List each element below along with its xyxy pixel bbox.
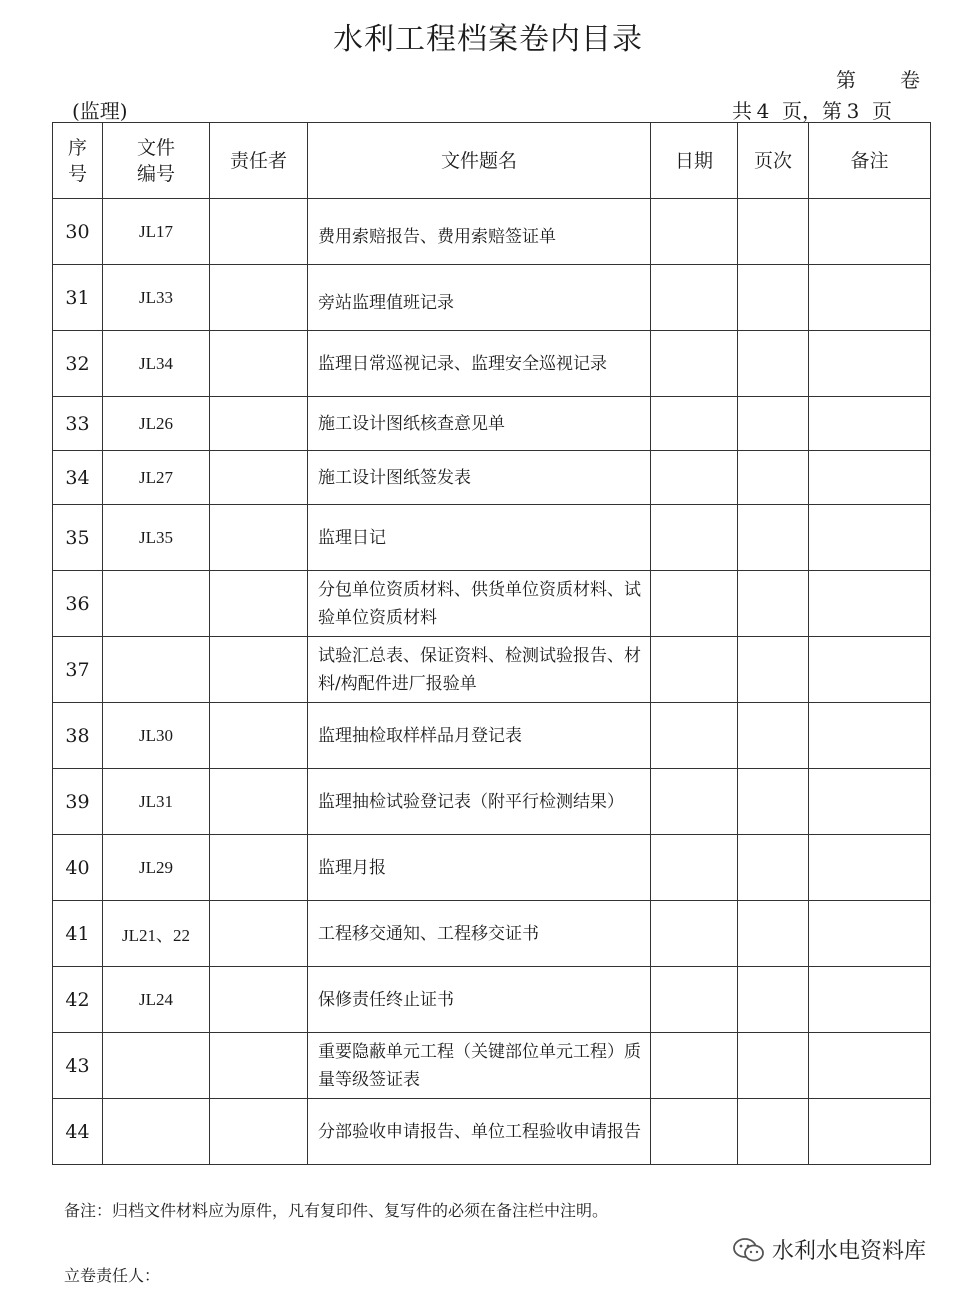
table-row bbox=[53, 703, 931, 769]
row-name: 工程移交通知、工程移交证书 bbox=[308, 901, 651, 967]
row-page bbox=[738, 199, 809, 265]
table-row bbox=[53, 637, 931, 703]
row-page bbox=[738, 835, 809, 901]
row-owner bbox=[210, 637, 308, 703]
row-page bbox=[738, 637, 809, 703]
row-code bbox=[103, 571, 210, 637]
row-owner bbox=[210, 451, 308, 505]
row-seq: 32 bbox=[53, 331, 103, 397]
table-row bbox=[53, 505, 931, 571]
remark-note: 备注：归档文件材料应为原件，凡有复印件、复写件的必须在备注栏中注明。 bbox=[64, 1201, 609, 1220]
row-name: 监理日记 bbox=[308, 505, 651, 571]
table-row bbox=[53, 265, 931, 331]
row-name: 分包单位资质材料、供货单位资质材料、试验单位资质材料 bbox=[308, 571, 651, 637]
catalog-table bbox=[52, 122, 931, 1165]
row-date bbox=[651, 451, 738, 505]
row-seq: 35 bbox=[53, 505, 103, 571]
row-seq: 36 bbox=[53, 571, 103, 637]
row-note bbox=[809, 769, 931, 835]
row-name: 试验汇总表、保证资料、检测试验报告、材料/构配件进厂报验单 bbox=[308, 637, 651, 703]
header-date: 日期 bbox=[651, 123, 738, 199]
row-note bbox=[809, 397, 931, 451]
row-date bbox=[651, 901, 738, 967]
row-note bbox=[809, 265, 931, 331]
row-owner bbox=[210, 265, 308, 331]
row-owner bbox=[210, 397, 308, 451]
table-row bbox=[53, 451, 931, 505]
row-code: JL26 bbox=[103, 397, 210, 451]
table-row bbox=[53, 1099, 931, 1165]
row-name: 监理抽检试验登记表（附平行检测结果） bbox=[308, 769, 651, 835]
row-seq: 31 bbox=[53, 265, 103, 331]
row-note bbox=[809, 1099, 931, 1165]
page-count: 共 4 页，第 3 页 bbox=[732, 99, 892, 123]
row-owner bbox=[210, 769, 308, 835]
row-date bbox=[651, 505, 738, 571]
row-note bbox=[809, 637, 931, 703]
row-code: JL34 bbox=[103, 331, 210, 397]
row-seq: 41 bbox=[53, 901, 103, 967]
row-owner bbox=[210, 967, 308, 1033]
table-row bbox=[53, 769, 931, 835]
row-page bbox=[738, 703, 809, 769]
row-name: 施工设计图纸核查意见单 bbox=[308, 397, 651, 451]
row-page bbox=[738, 397, 809, 451]
maker-label: 立卷责任人： bbox=[64, 1266, 161, 1285]
row-note bbox=[809, 199, 931, 265]
row-owner bbox=[210, 505, 308, 571]
row-owner bbox=[210, 199, 308, 265]
row-page bbox=[738, 967, 809, 1033]
row-name: 保修责任终止证书 bbox=[308, 967, 651, 1033]
header-seq: 序 号 bbox=[53, 123, 103, 199]
table-row bbox=[53, 571, 931, 637]
table-row bbox=[53, 967, 931, 1033]
table-header-row bbox=[53, 123, 931, 199]
table-row bbox=[53, 397, 931, 451]
row-date bbox=[651, 571, 738, 637]
row-note bbox=[809, 331, 931, 397]
wechat-icon bbox=[732, 1237, 766, 1263]
row-seq: 39 bbox=[53, 769, 103, 835]
row-seq: 34 bbox=[53, 451, 103, 505]
row-seq: 33 bbox=[53, 397, 103, 451]
header-page: 页次 bbox=[738, 123, 809, 199]
row-page bbox=[738, 901, 809, 967]
table-row bbox=[53, 835, 931, 901]
row-seq: 30 bbox=[53, 199, 103, 265]
row-name: 监理月报 bbox=[308, 835, 651, 901]
row-code: JL24 bbox=[103, 967, 210, 1033]
row-date bbox=[651, 835, 738, 901]
row-owner bbox=[210, 835, 308, 901]
row-date bbox=[651, 1099, 738, 1165]
row-note bbox=[809, 967, 931, 1033]
row-owner bbox=[210, 1099, 308, 1165]
row-note bbox=[809, 901, 931, 967]
row-code: JL35 bbox=[103, 505, 210, 571]
table-row bbox=[53, 1033, 931, 1099]
row-code: JL31 bbox=[103, 769, 210, 835]
row-owner bbox=[210, 1033, 308, 1099]
header-code: 文件 编号 bbox=[103, 123, 210, 199]
row-seq: 42 bbox=[53, 967, 103, 1033]
row-code: JL27 bbox=[103, 451, 210, 505]
row-seq: 38 bbox=[53, 703, 103, 769]
row-note bbox=[809, 451, 931, 505]
row-date bbox=[651, 703, 738, 769]
row-page bbox=[738, 265, 809, 331]
row-note bbox=[809, 571, 931, 637]
row-owner bbox=[210, 703, 308, 769]
row-date bbox=[651, 397, 738, 451]
row-code: JL17 bbox=[103, 199, 210, 265]
row-code: JL21、22 bbox=[103, 901, 210, 967]
header-note: 备注 bbox=[809, 123, 931, 199]
row-page bbox=[738, 769, 809, 835]
row-note bbox=[809, 1033, 931, 1099]
row-name: 施工设计图纸签发表 bbox=[308, 451, 651, 505]
header-owner: 责任者 bbox=[210, 123, 308, 199]
row-name: 监理抽检取样样品月登记表 bbox=[308, 703, 651, 769]
row-seq: 44 bbox=[53, 1099, 103, 1165]
row-date bbox=[651, 331, 738, 397]
row-date bbox=[651, 199, 738, 265]
row-note bbox=[809, 703, 931, 769]
row-name: 分部验收申请报告、单位工程验收申请报告 bbox=[308, 1099, 651, 1165]
row-date bbox=[651, 967, 738, 1033]
page-title: 水利工程档案卷内目录 bbox=[333, 22, 643, 57]
row-name: 费用索赔报告、费用索赔签证单 bbox=[308, 199, 651, 265]
row-code: JL30 bbox=[103, 703, 210, 769]
table-row bbox=[53, 901, 931, 967]
row-note bbox=[809, 505, 931, 571]
row-page bbox=[738, 451, 809, 505]
row-name: 监理日常巡视记录、监理安全巡视记录 bbox=[308, 331, 651, 397]
watermark-text: 水利水电资料库 bbox=[772, 1239, 927, 1264]
row-page bbox=[738, 1033, 809, 1099]
row-seq: 37 bbox=[53, 637, 103, 703]
row-date bbox=[651, 1033, 738, 1099]
unit-label: (监理) bbox=[72, 99, 128, 123]
row-page bbox=[738, 571, 809, 637]
row-name: 旁站监理值班记录 bbox=[308, 265, 651, 331]
row-page bbox=[738, 331, 809, 397]
row-date bbox=[651, 265, 738, 331]
row-note bbox=[809, 835, 931, 901]
row-seq: 40 bbox=[53, 835, 103, 901]
row-owner bbox=[210, 571, 308, 637]
header-name: 文件题名 bbox=[308, 123, 651, 199]
table-row bbox=[53, 199, 931, 265]
row-seq: 43 bbox=[53, 1033, 103, 1099]
row-code: JL33 bbox=[103, 265, 210, 331]
row-code: JL29 bbox=[103, 835, 210, 901]
row-code bbox=[103, 637, 210, 703]
table-row bbox=[53, 331, 931, 397]
row-page bbox=[738, 505, 809, 571]
volume-label: 第 卷 bbox=[836, 68, 920, 92]
watermark bbox=[732, 1234, 926, 1265]
row-code bbox=[103, 1099, 210, 1165]
row-page bbox=[738, 1099, 809, 1165]
row-date bbox=[651, 637, 738, 703]
row-code bbox=[103, 1033, 210, 1099]
row-owner bbox=[210, 901, 308, 967]
row-name: 重要隐蔽单元工程（关键部位单元工程）质量等级签证表 bbox=[308, 1033, 651, 1099]
row-date bbox=[651, 769, 738, 835]
row-owner bbox=[210, 331, 308, 397]
